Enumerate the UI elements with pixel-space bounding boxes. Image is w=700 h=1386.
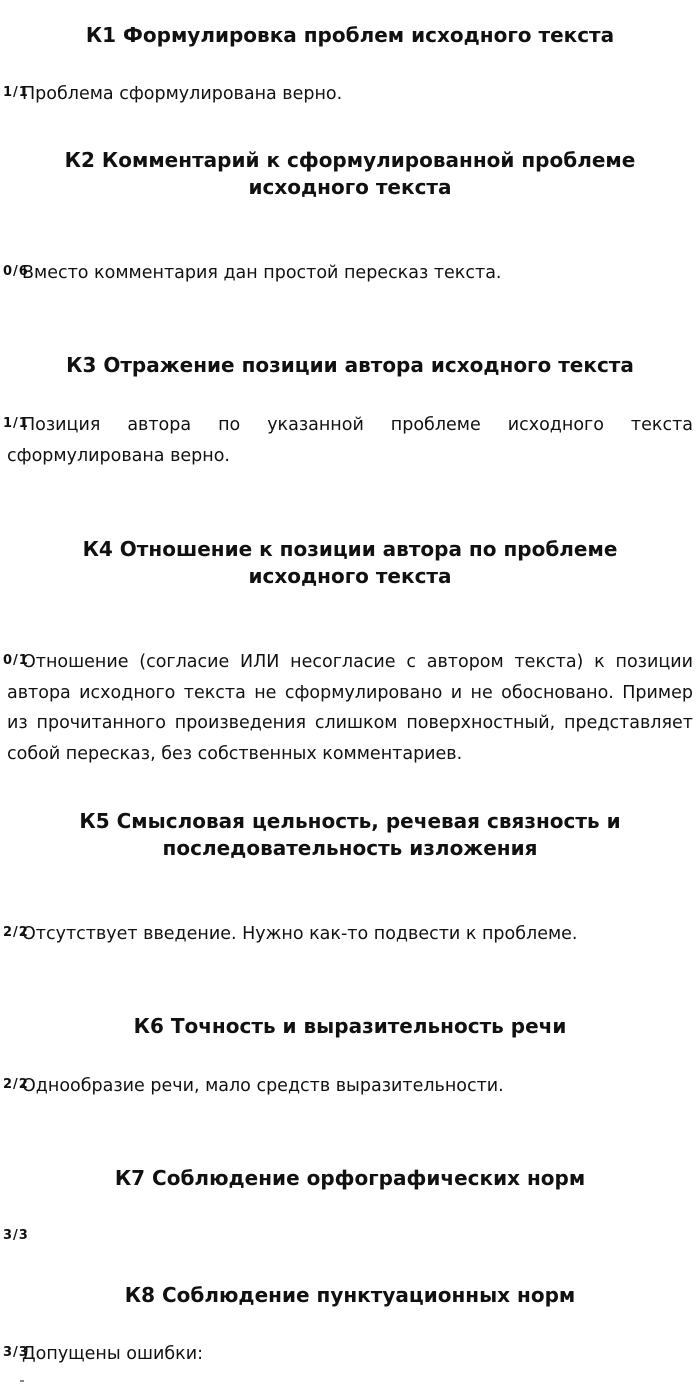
criterion-title: К1 Формулировка проблем исходного текста: [85, 23, 615, 47]
criterion-score: 3/3: [3, 1345, 29, 1360]
criterion-score: 3/3: [3, 1228, 29, 1243]
criterion-comment: Вместо комментария дан простой пересказ текста.: [22, 263, 502, 283]
criterion-k5: [0, 808, 700, 862]
criterion-title: К2 Комментарий к сформулированной проблеме исходного текста: [64, 148, 636, 199]
criterion-k3: [0, 352, 700, 379]
criterion-comment: Отношение (согласие ИЛИ несогласие с автором текста) к позиции автора исходного текста не сформулировано и не обосновано. Пример из прочитанного произведения слишком поверхностный, представляет собой пересказ, без собственных комментариев.: [7, 652, 693, 764]
criterion-k8: [0, 1282, 700, 1309]
criterion-k1: [0, 22, 700, 49]
criterion-k7: [0, 1165, 700, 1192]
criterion-title: К3 Отражение позиции автора исходного текста: [66, 353, 634, 377]
criterion-comment: Допущены ошибки:: [22, 1344, 203, 1364]
criterion-comment: Отсутствует введение. Нужно как-то подвести к проблеме.: [22, 924, 578, 944]
criterion-comment: Проблема сформулирована верно.: [22, 84, 343, 104]
criterion-score: 2/2: [3, 1077, 29, 1092]
criterion-title: К8 Соблюдение пунктуационных норм: [124, 1283, 576, 1307]
criterion-title: К5 Смысловая цельность, речевая связность и последовательность изложения: [79, 809, 621, 860]
criterion-title: К6 Точность и выразительность речи: [133, 1014, 567, 1038]
criterion-title: К4 Отношение к позиции автора по проблеме исходного текста: [82, 537, 618, 588]
criterion-score: 0/1: [3, 653, 29, 668]
list-bullet-fragment: [20, 1380, 24, 1382]
criterion-k4: [0, 536, 700, 590]
criterion-k6: [0, 1013, 700, 1040]
criterion-score: 1/1: [3, 416, 29, 431]
criterion-score: 1/1: [3, 85, 29, 100]
criterion-k2: [0, 147, 700, 201]
criterion-title: К7 Соблюдение орфографических норм: [114, 1166, 586, 1190]
criterion-score: 0/6: [3, 264, 29, 279]
criterion-comment: Однообразие речи, мало средств выразительности.: [22, 1076, 504, 1096]
criterion-score: 2/2: [3, 925, 29, 940]
criterion-comment: Позиция автора по указанной проблеме исходного текста сформулирована верно.: [7, 415, 693, 466]
